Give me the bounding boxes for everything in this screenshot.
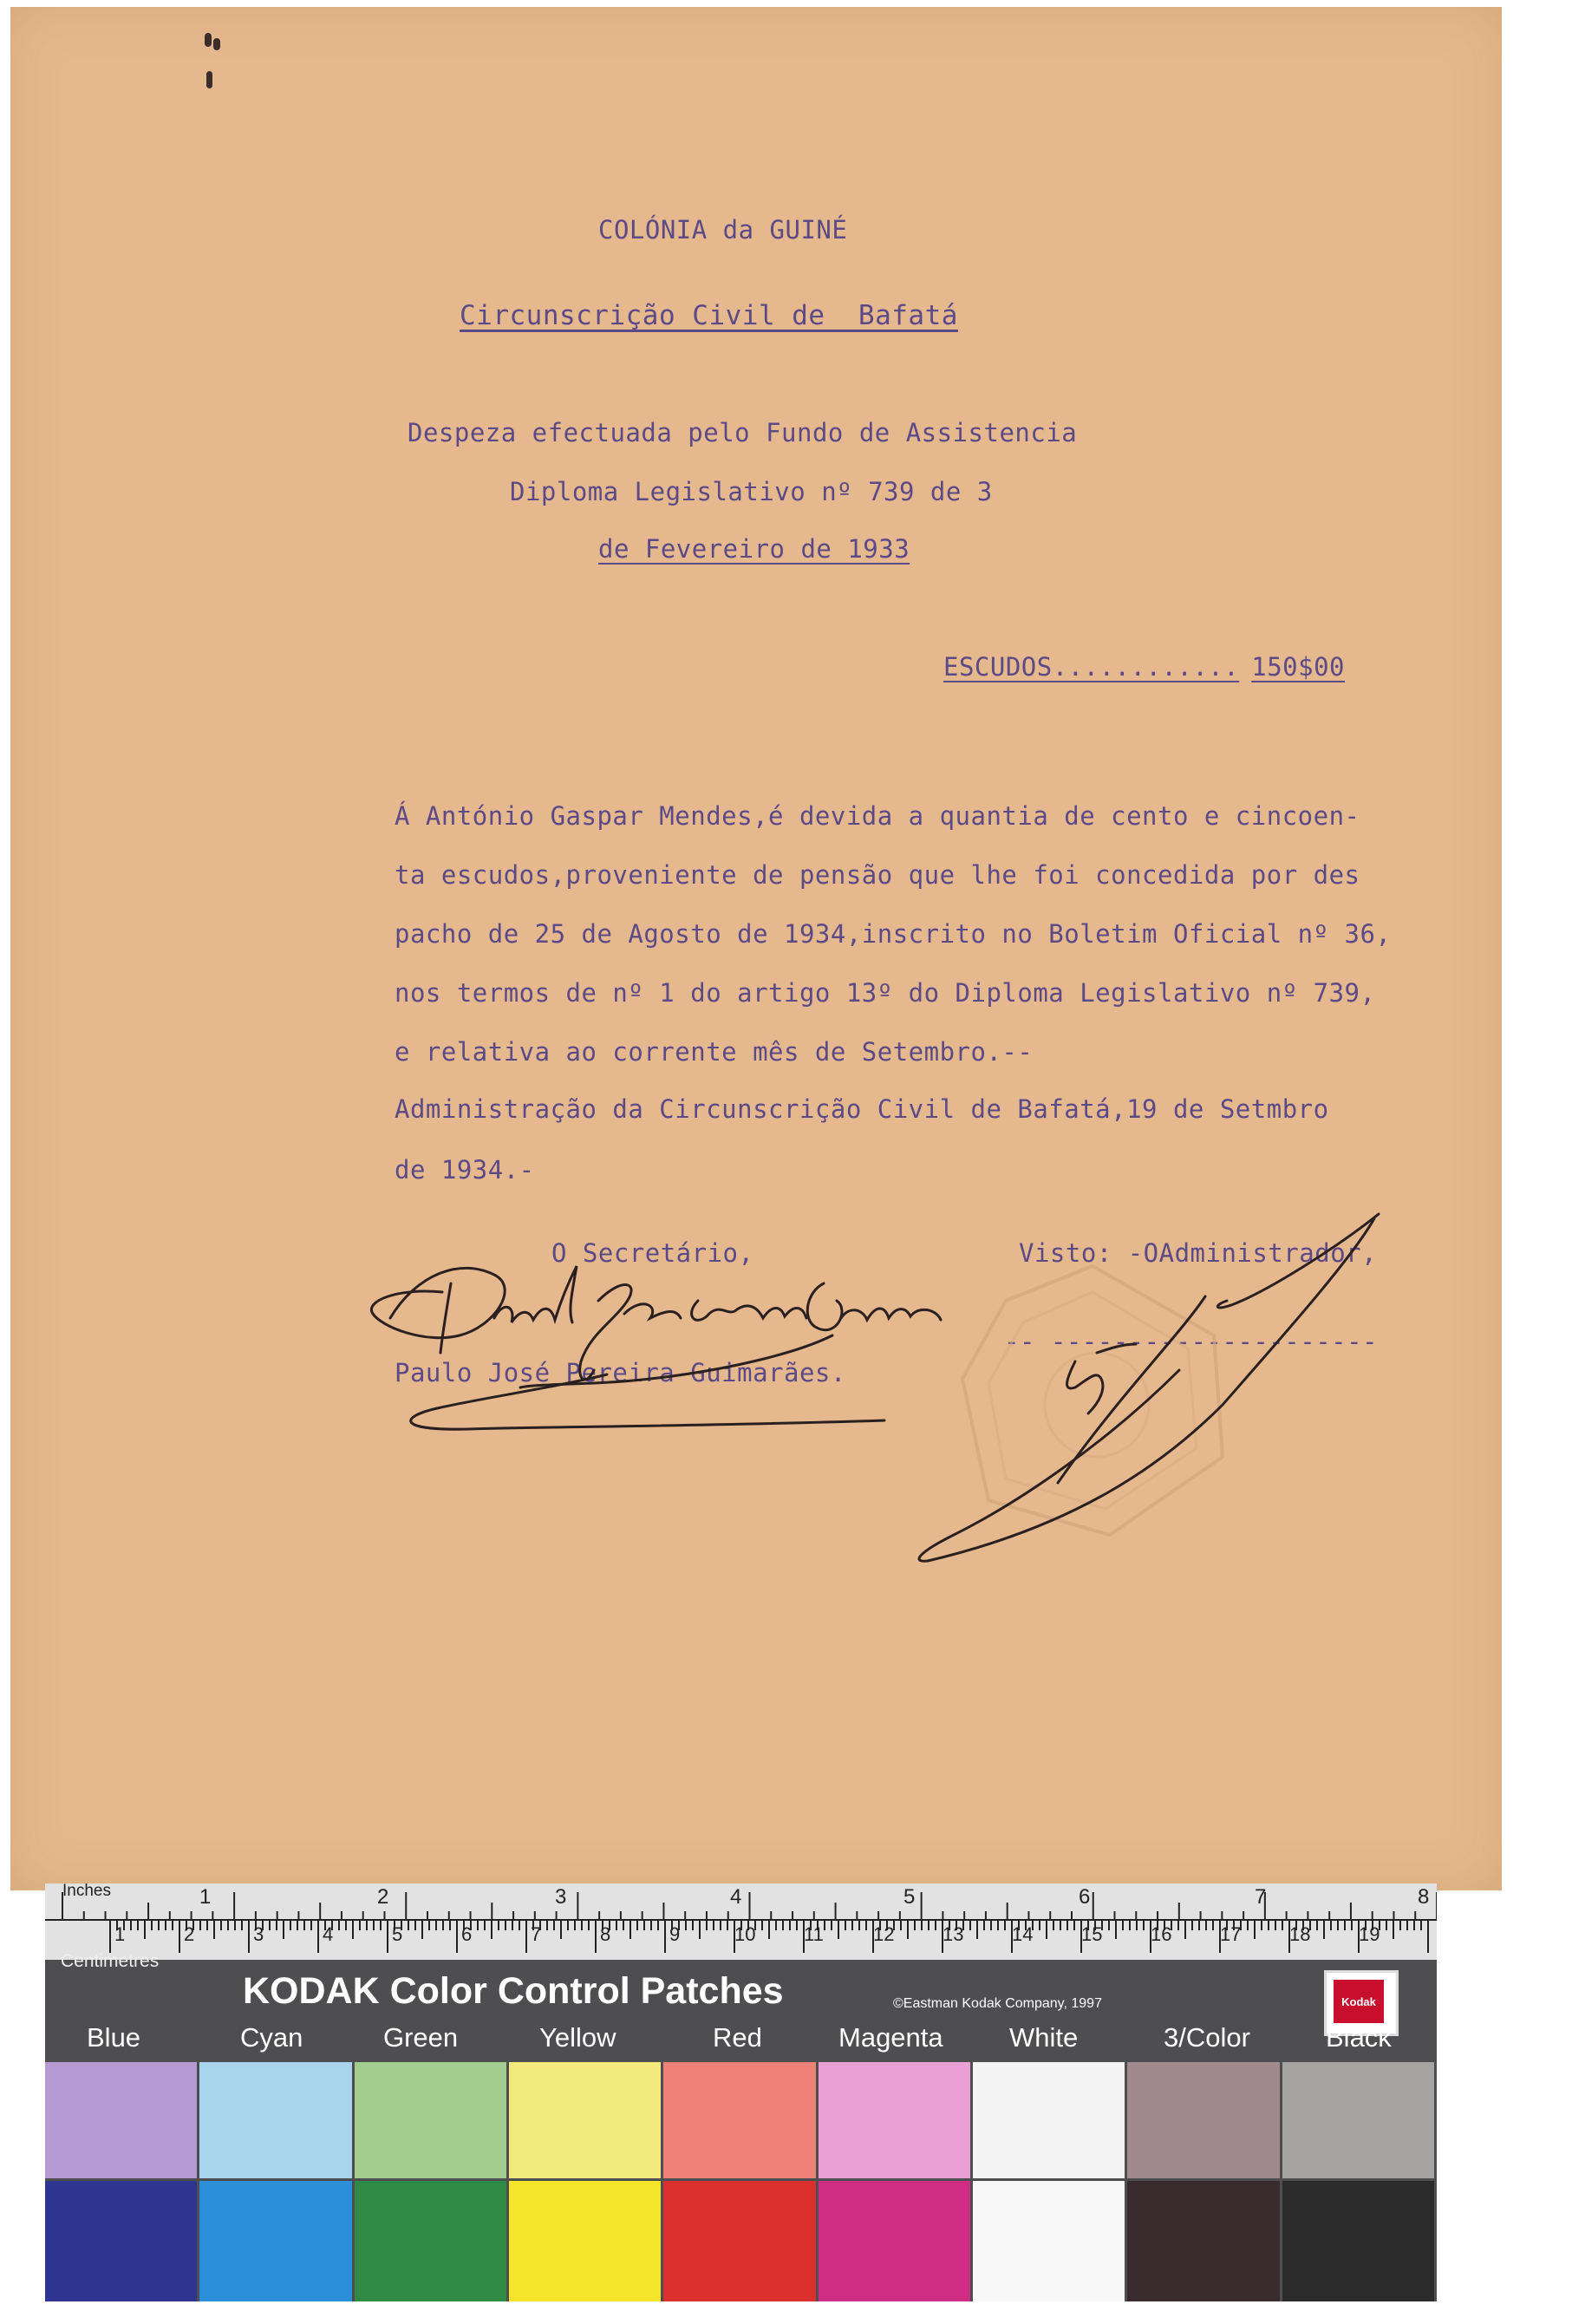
color-patch-top — [199, 2062, 351, 2178]
administrator-handwritten-signature — [902, 1205, 1396, 1570]
patch-name: Red — [713, 2022, 762, 2053]
color-patch-top — [1282, 2062, 1434, 2178]
color-patch-bottom — [973, 2181, 1125, 2301]
cm-number: 14 — [1012, 1923, 1034, 1945]
patch-name: Yellow — [539, 2022, 616, 2053]
district-heading: Circunscrição Civil de Bafatá — [460, 300, 958, 331]
inch-number: 8 — [1418, 1885, 1430, 1909]
card-copyright: ©Eastman Kodak Company, 1997 — [893, 1996, 1102, 2011]
inch-number: 7 — [1255, 1885, 1267, 1909]
color-patch-top — [45, 2062, 197, 2178]
administrator-title: Visto: -OAdministrador, — [1019, 1238, 1378, 1268]
inch-number: 6 — [1079, 1885, 1091, 1909]
kodak-color-card — [45, 1883, 1437, 2301]
body-line: Á António Gaspar Mendes,é devida a quantia de cento e cincoen- — [395, 801, 1360, 831]
color-patch-bottom — [355, 2181, 506, 2301]
body-line: de 1934.- — [395, 1155, 535, 1185]
color-patch-bottom — [1127, 2181, 1279, 2301]
cm-number: 15 — [1081, 1923, 1103, 1945]
cm-number: 11 — [804, 1923, 824, 1945]
cm-number: 13 — [943, 1923, 964, 1945]
cm-number: 5 — [392, 1923, 403, 1945]
centimetres-label: Centimetres — [61, 1951, 160, 1971]
cm-number: 19 — [1359, 1923, 1380, 1945]
patch-name: 3/Color — [1164, 2022, 1250, 2053]
kodak-logo-text: Kodak — [1334, 1980, 1384, 2023]
inch-number: 1 — [199, 1885, 212, 1909]
color-patch-bottom — [819, 2181, 970, 2301]
cm-number: 10 — [734, 1923, 756, 1945]
subject-line-2: Diploma Legislativo nº 739 de 3 — [510, 477, 993, 506]
cm-number: 7 — [531, 1923, 542, 1945]
color-patch-bottom — [663, 2181, 815, 2301]
body-line: pacho de 25 de Agosto de 1934,inscrito no Boletim Oficial nº 36, — [395, 919, 1392, 949]
color-patch-top — [1127, 2062, 1279, 2178]
cm-number: 1 — [114, 1923, 126, 1945]
cm-number: 16 — [1151, 1923, 1172, 1945]
color-patch-bottom — [1282, 2181, 1434, 2301]
patch-name: Magenta — [838, 2022, 943, 2053]
cm-number: 17 — [1220, 1923, 1242, 1945]
inch-number: 5 — [903, 1885, 916, 1909]
body-line: ta escudos,proveniente de pensão que lhe foi concedida por des — [395, 860, 1360, 890]
administrator-signature-line: -- --------------------- — [1004, 1327, 1379, 1356]
patch-name: Green — [383, 2022, 459, 2053]
card-title: KODAK Color Control Patches — [243, 1970, 784, 2012]
cm-number: 9 — [669, 1923, 681, 1945]
ink-stain — [203, 33, 215, 94]
inch-number: 3 — [555, 1885, 567, 1909]
subject-line-3: de Fevereiro de 1933 — [598, 534, 910, 564]
body-line: nos termos de nº 1 do artigo 13º do Diploma Legislativo nº 739, — [395, 978, 1376, 1008]
patch-name: Blue — [87, 2022, 141, 2053]
cm-number: 6 — [461, 1923, 473, 1945]
cm-number: 4 — [323, 1923, 334, 1945]
cm-number: 3 — [253, 1923, 264, 1945]
body-line: e relativa ao corrente mês de Setembro.-- — [395, 1037, 1034, 1067]
amount-value: 150$00 — [1251, 652, 1345, 682]
inch-number: 4 — [730, 1885, 742, 1909]
body-line: Administração da Circunscrição Civil de Bafatá,19 de Setmbro — [395, 1094, 1329, 1124]
secretary-title: O Secretário, — [551, 1238, 754, 1268]
color-patch-top — [663, 2062, 815, 2178]
cm-number: 18 — [1289, 1923, 1311, 1945]
patch-name: Cyan — [240, 2022, 303, 2053]
cm-number: 2 — [184, 1923, 195, 1945]
ruler — [45, 1882, 1437, 1971]
amount-line — [943, 652, 1345, 682]
color-patch-bottom — [45, 2181, 197, 2301]
color-patches — [45, 2062, 1437, 2301]
inches-label: Inches — [62, 1882, 111, 1900]
amount-label: ESCUDOS............ — [943, 652, 1240, 682]
color-patch-bottom — [509, 2181, 661, 2301]
inch-number: 2 — [377, 1885, 389, 1909]
patch-name: Black — [1326, 2022, 1392, 2053]
subject-line-1: Despeza efectuada pelo Fundo de Assistencia — [408, 418, 1078, 447]
colony-heading: COLÓNIA da GUINÉ — [598, 215, 848, 245]
cm-number: 12 — [873, 1923, 895, 1945]
color-patch-bottom — [199, 2181, 351, 2301]
document-paper — [10, 7, 1502, 1890]
color-patch-top — [819, 2062, 970, 2178]
color-patch-top — [355, 2062, 506, 2178]
secretary-name: Paulo José Pereira Guimarães. — [395, 1358, 846, 1387]
cm-number: 8 — [600, 1923, 611, 1945]
color-patch-top — [509, 2062, 661, 2178]
patch-name: White — [1009, 2022, 1079, 2053]
color-patch-top — [973, 2062, 1125, 2178]
